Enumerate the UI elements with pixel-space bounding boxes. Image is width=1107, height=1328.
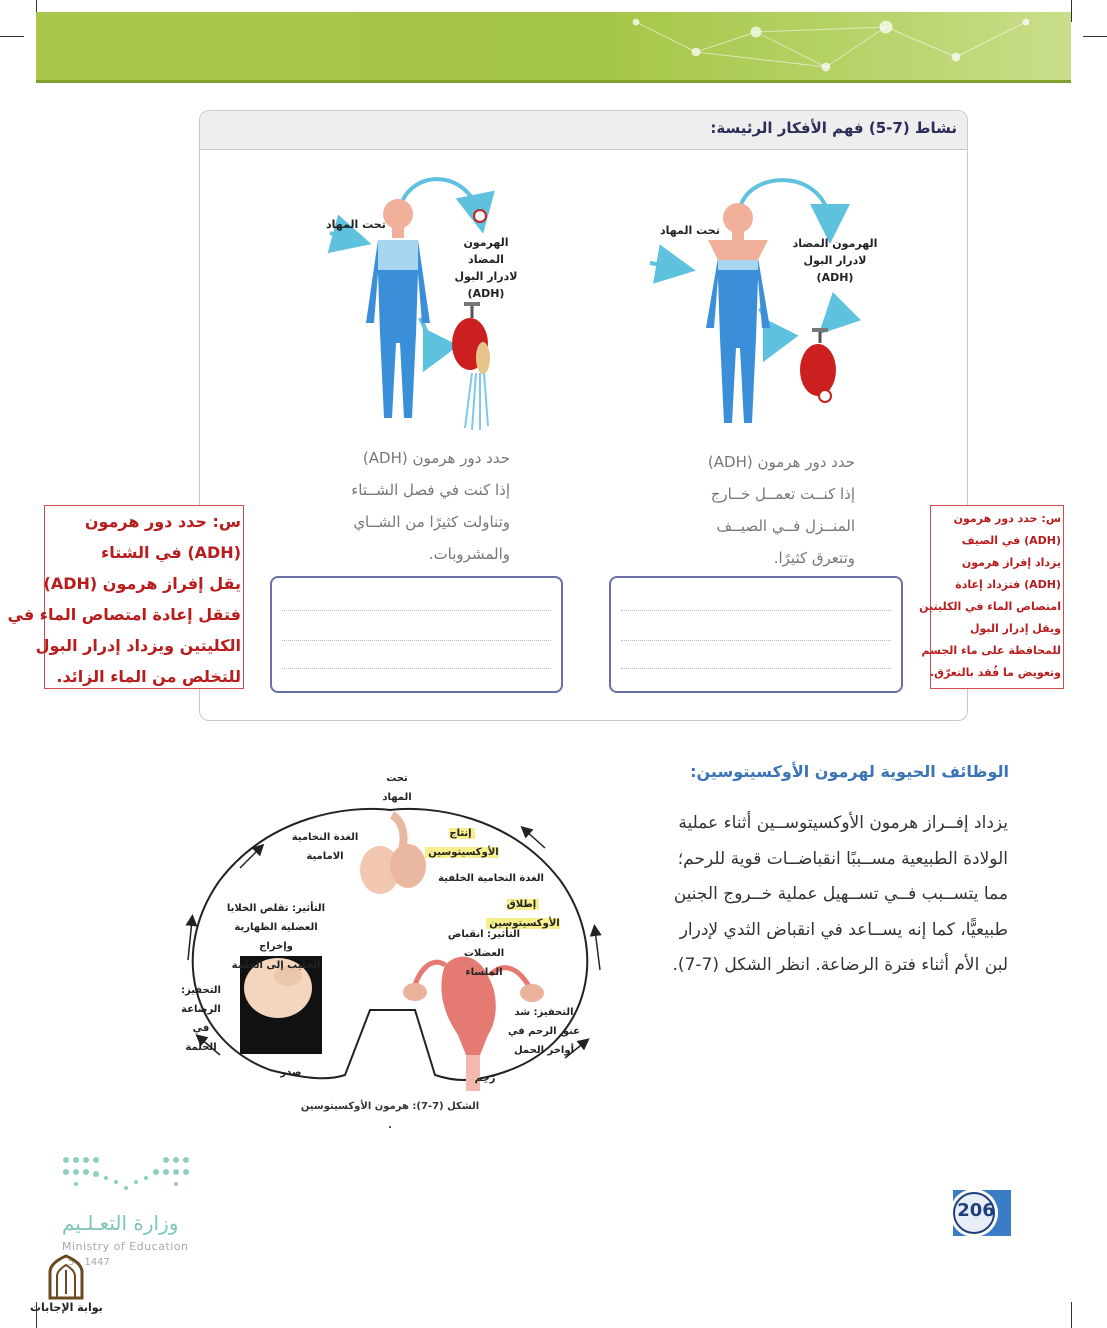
note-line: (ADH) في الشتاء [101,543,241,562]
adh-label-line: الهرمون المضاد [463,236,509,266]
note-line: ويقل إدرار البول [969,622,1061,635]
note-line: للتخلص من الماء الزائد. [56,667,241,686]
diagram-posterior-pituitary-label: الغدة النخامية الخلفية [438,873,544,884]
diagram-uterus-label: رَحِم [474,1073,496,1084]
paragraph-line: الولادة الطبيعية مســببًا انقباضــات قوية للرحم؛ [677,848,1008,869]
adh-label-line: لادرار البول [803,254,867,267]
note-line: (ADH) في الصيف [961,534,1061,547]
adh-label-winter [446,234,526,302]
note-line: فتقل إعادة امتصاص الماء في [7,605,241,624]
oxytocin-paragraph [648,806,1008,984]
question-line: وتتعرق كثيرًا. [773,549,855,567]
answer-line [282,668,551,669]
diagram-highlight: إنتاج الأوكسيتوسين [425,828,498,858]
note-line: للمحافظة على ماء الجسم [921,644,1061,657]
diagram-effect-breast-label [220,899,332,975]
question-line: والمشروبات. [428,545,510,563]
question-line: إذا كنت في فصل الشــتاء [351,481,510,499]
crop-mark [1071,1302,1072,1328]
ministry-name-english: Ministry of Education [62,1240,189,1253]
diagram-hypothalamus-label: تحت المهاد [382,773,412,803]
paragraph-line: لبن الأم أثناء فترة الرضاعة. انظر الشكل (7-7). [672,955,1008,975]
diagram-line: الغدة النخامية [291,832,359,843]
hypothalamus-label-summer: تحت المهاد [660,224,720,237]
ministry-logo-icon [60,1152,200,1202]
diagram-production-label [414,824,510,862]
network-pattern-icon [36,12,1071,80]
paragraph-line: يزداد إفــراز هرمون الأوكسيتوســين أثناء عملية [678,813,1008,833]
note-line: س: حدد دور هرمون [84,512,241,531]
page-number-badge [949,1190,1003,1236]
adh-label-line: لادرار البول [454,270,518,283]
question-line: المنــزل فــي الصيــف [716,517,855,535]
body-figure-summer [640,168,890,438]
note-line: امتصاص الماء في الكليتين [919,600,1061,613]
answer-line [282,610,551,611]
crop-mark [1083,36,1107,37]
adh-label-summer [790,235,880,286]
diagram-line: الامامية [306,851,344,862]
paragraph-line: طبيعيًّا، كما إنه يســاعد في انقباض الثدي لإدرار [679,919,1008,940]
header-banner [36,12,1071,83]
question-line: إذا كنــت تعمــل خــارج [710,485,855,503]
diagram-stimulus-uterus-label [508,1003,580,1060]
crop-mark [1071,0,1072,22]
paragraph-line: مما يتســبب فــي تســهيل عملية خــروج الجنين [673,884,1008,904]
ministry-year: 5 - 1447 [68,1257,110,1268]
answer-note-summer [919,505,1064,689]
body-figure-winter [300,168,550,438]
adh-label-line: الهرمون المضاد [792,237,878,250]
note-line: (ADH) فتزداد إعادة [955,578,1061,591]
question-line: وتناولت كثيرًا من الشــاي [353,513,510,531]
page-number: 206 [957,1200,995,1221]
adh-label-line: (ADH) [816,271,854,284]
question-line: حدد دور هرمون (ADH) [707,453,855,471]
diagram-line: العضلية الظهارية وإخراج [234,922,318,952]
oxytocin-heading: الوظائف الحيوية لهرمون الأوكسيتوسين: [690,762,1009,781]
answer-line [621,610,891,611]
answer-line [621,640,891,641]
crop-mark [0,36,24,37]
activity-header [200,111,967,150]
question-summer [680,446,855,574]
adh-label-line: (ADH) [467,287,505,300]
diagram-line: الرضاعة في [181,1004,221,1034]
answer-note-winter [7,505,244,689]
hypothalamus-label-winter: تحت المهاد [326,218,386,231]
diagram-line: التأثير: انقباض [447,929,521,940]
answer-box-winter[interactable] [270,576,563,693]
note-line: س: حدد دور هرمون [953,512,1061,525]
diagram-line: الحلمة [185,1042,217,1053]
gate-logo-icon [46,1256,86,1300]
note-line: وتعويض ما فُقد بالتعرّق. [929,666,1061,679]
diagram-breast-label: صدر [280,1067,302,1078]
note-line: يقل إفراز هرمون (ADH) [43,574,241,593]
answer-line [621,668,891,669]
diagram-stimulus-breast-label [174,981,228,1057]
diagram-highlight: إطلاق الأوكسيتوسين [486,899,559,929]
question-line: حدد دور هرمون (ADH) [362,449,510,467]
diagram-line: العضلات الملساء [463,948,505,978]
diagram-line: التحفيز: شد [514,1007,574,1018]
diagram-effect-uterus-label [446,925,522,982]
answer-line [282,640,551,641]
ministry-name-arabic: وزارة التعـلـيم [62,1211,179,1235]
diagram-line: الحليب إلى الحلمة [231,960,321,971]
diagram-line: التأثير: تقلص الخلايا [226,903,326,914]
diagram-line: أواخر الحمل [514,1045,574,1056]
diagram-line: التحفيز: [181,985,221,996]
diagram-line: عنق الرحم في [507,1026,580,1037]
figure-caption: الشكل (7-7): هرمون الأوكسيتوسين . [300,1101,480,1131]
gate-site-name: بوابة الإجابات [30,1301,103,1314]
note-line: الكليتين ويزداد إدرار البول [35,636,241,655]
note-line: يزداد إفراز هرمون [961,556,1061,569]
question-winter [330,442,510,570]
answer-box-summer[interactable] [609,576,903,693]
diagram-anterior-pituitary-label [290,828,360,866]
activity-title: نشاط (7-5) فهم الأفكار الرئيسة: [710,119,957,137]
